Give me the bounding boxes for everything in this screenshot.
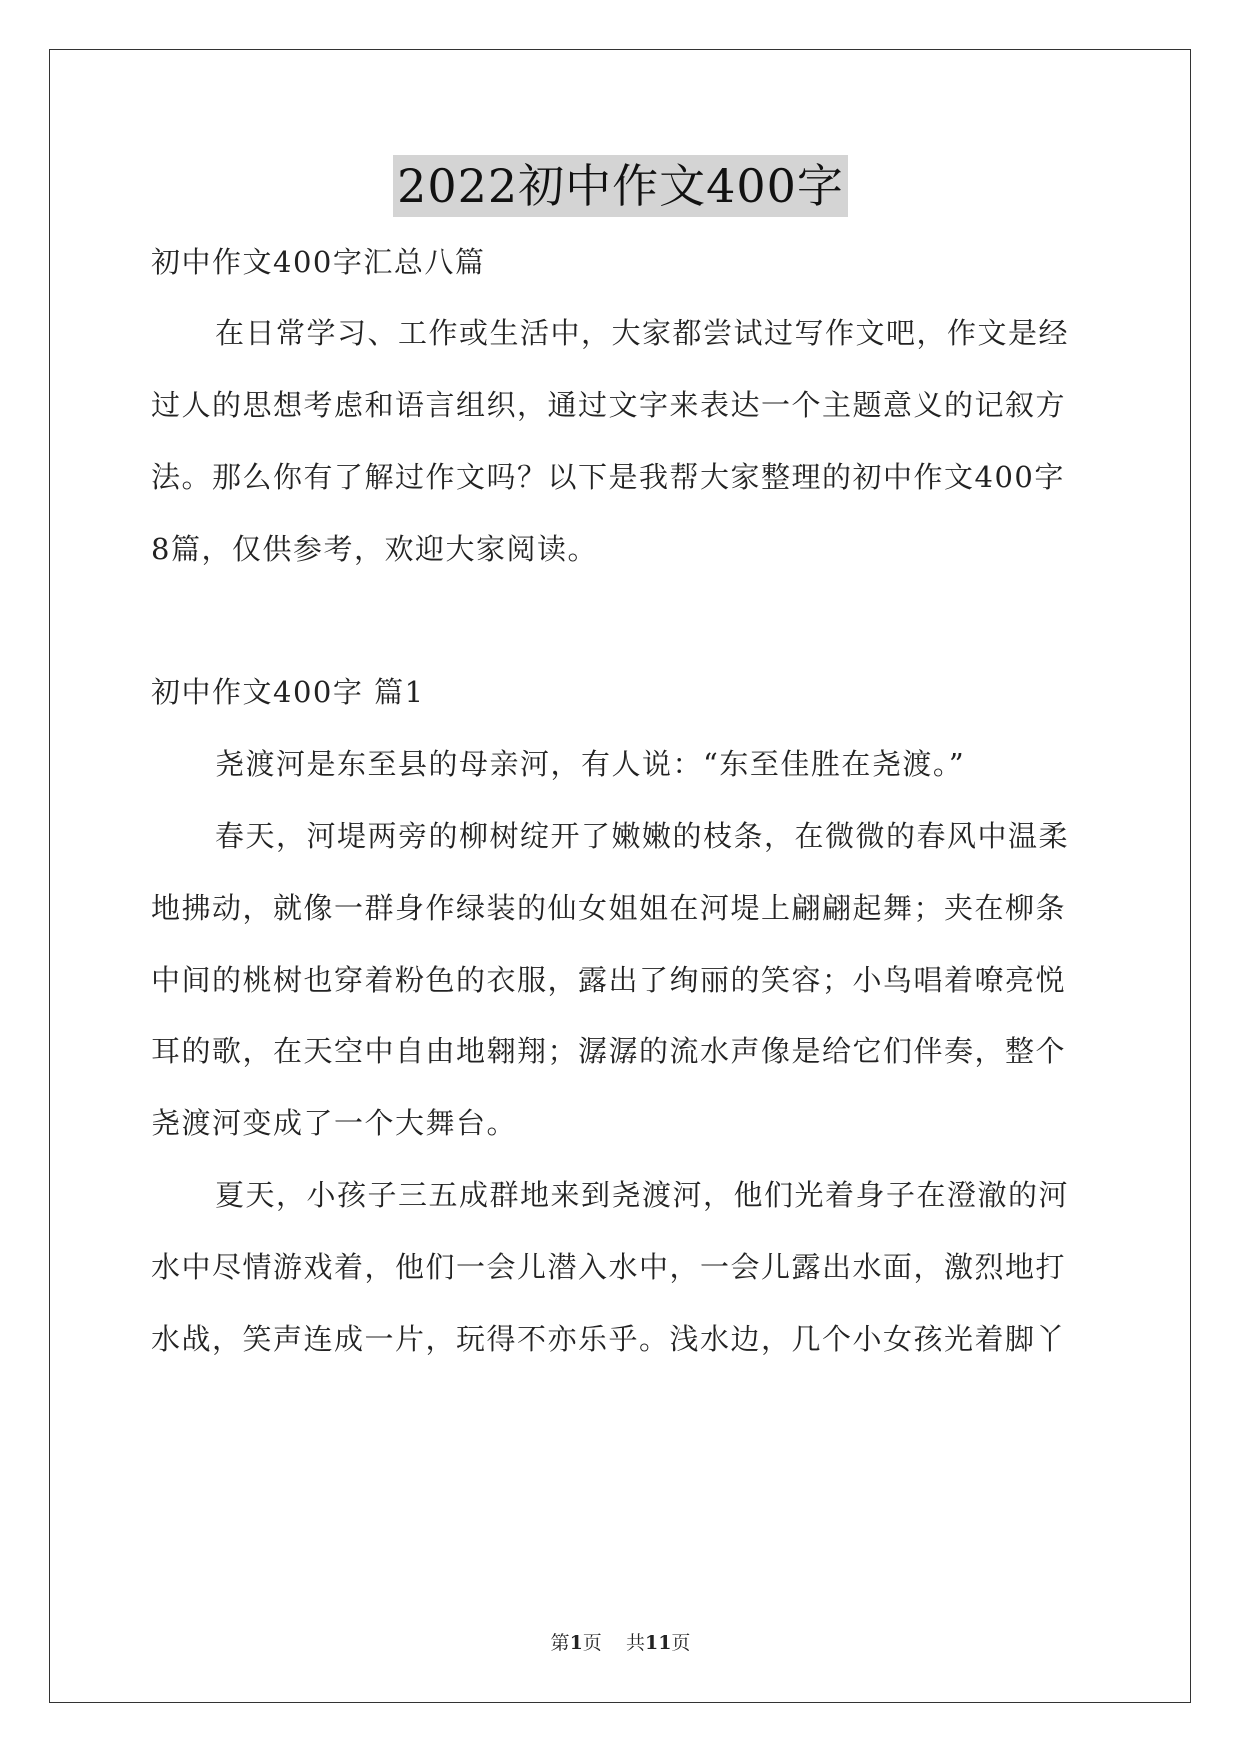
- section-line-9: 水战，笑声连成一片，玩得不亦乐乎。浅水边，几个小女孩光着脚丫: [151, 1322, 1067, 1356]
- footer-mid: 页 共: [582, 1632, 645, 1654]
- section-heading: 初中作文400字 篇1: [151, 675, 425, 709]
- section-line-4: 中间的桃树也穿着粉色的衣服，露出了绚丽的笑容；小鸟唱着嘹亮悦: [151, 963, 1067, 997]
- footer-page-total: 11: [644, 1632, 672, 1654]
- intro-line-4: 8篇，仅供参考，欢迎大家阅读。: [151, 532, 598, 566]
- intro-line-2: 过人的思想考虑和语言组织，通过文字来表达一个主题意义的记叙方: [151, 388, 1067, 422]
- section-line-6: 尧渡河变成了一个大舞台。: [151, 1106, 518, 1140]
- document-title: 2022初中作文400字: [393, 155, 848, 217]
- title-container: [0, 155, 1241, 217]
- section-line-8: 水中尽情游戏着，他们一会儿潜入水中，一会儿露出水面，激烈地打: [151, 1250, 1067, 1284]
- footer-prefix: 第: [550, 1632, 570, 1654]
- footer-page-current: 1: [569, 1632, 583, 1654]
- section-line-2: 春天，河堤两旁的柳树绽开了嫩嫩的枝条，在微微的春风中温柔: [215, 819, 1070, 853]
- section-line-7: 夏天，小孩子三五成群地来到尧渡河，他们光着身子在澄澈的河: [215, 1178, 1070, 1212]
- page-footer: [0, 1628, 1241, 1655]
- subtitle: 初中作文400字汇总八篇: [151, 245, 486, 279]
- intro-line-1: 在日常学习、工作或生活中，大家都尝试过写作文吧，作文是经: [215, 316, 1070, 350]
- page-border: [49, 49, 1191, 1703]
- section-line-1: 尧渡河是东至县的母亲河，有人说：“东至佳胜在尧渡。”: [215, 747, 966, 781]
- intro-line-3: 法。那么你有了解过作文吗？以下是我帮大家整理的初中作文400字: [151, 460, 1065, 494]
- section-line-5: 耳的歌，在天空中自由地翱翔；潺潺的流水声像是给它们伴奏，整个: [151, 1034, 1067, 1068]
- section-line-3: 地拂动，就像一群身作绿装的仙女姐姐在河堤上翩翩起舞；夹在柳条: [151, 891, 1067, 925]
- footer-suffix: 页: [671, 1632, 691, 1654]
